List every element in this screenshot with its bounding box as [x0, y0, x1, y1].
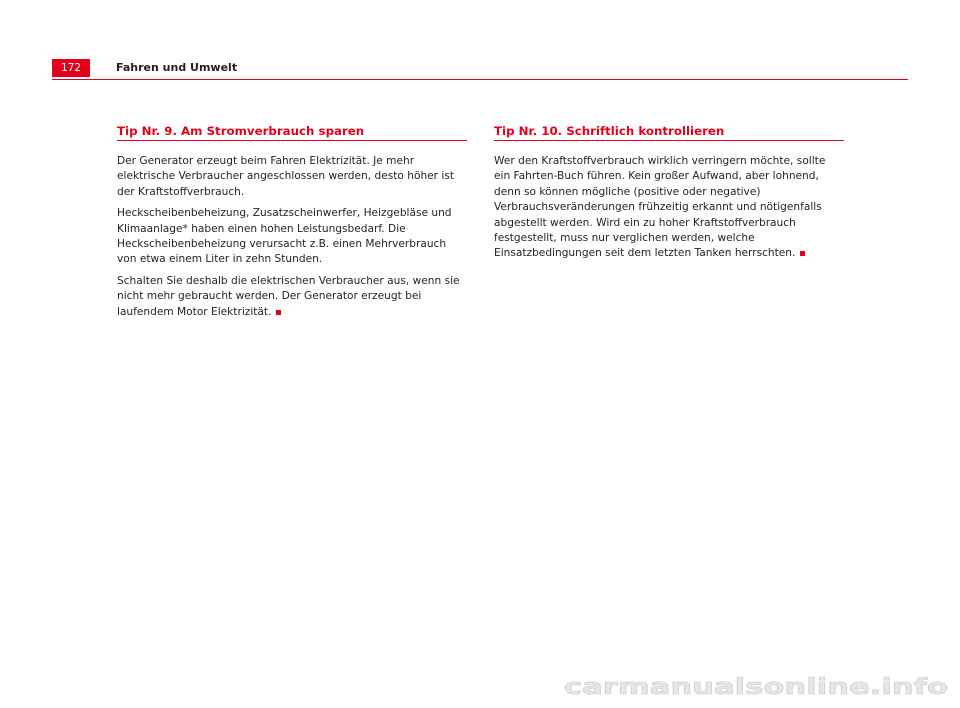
- tip-9-paragraph: Heckscheibenbeheizung, Zusatzscheinwerfer, Heizgebläse und Klimaanlage* haben einen hohen Leistungsbedarf. Die Heckscheibenbeheizung verursacht z.B. einen Mehrverbrauch von etwa einem Liter in zehn Stunden.: [117, 207, 452, 266]
- watermark-text: carmanualsonline.info: [564, 675, 948, 699]
- tip-9-heading: Tip Nr. 9. Am Stromverbrauch sparen: [117, 124, 467, 141]
- page-number: 172: [52, 59, 90, 77]
- tip-10-heading: Tip Nr. 10. Schriftlich kontrollieren: [494, 124, 844, 141]
- end-of-section-marker-icon: [800, 251, 805, 256]
- tip-9-section: [117, 124, 467, 326]
- page-header: [52, 59, 908, 80]
- tip-9-paragraph: Der Generator erzeugt beim Fahren Elektrizität. Je mehr elektrische Verbraucher angeschlossen werden, desto höher ist der Kraftstoffverbrauch.: [117, 155, 455, 198]
- watermark-logo: [560, 673, 950, 699]
- section-title: Fahren und Umwelt: [116, 61, 238, 74]
- tip-10-section: [494, 124, 844, 268]
- end-of-section-marker-icon: [276, 310, 281, 315]
- tip-10-paragraph: Wer den Kraftstoffverbrauch wirklich verringern möchte, sollte ein Fahrten-Buch führen. Kein großer Aufwand, aber lohnend, denn so können mögliche (positive oder negative) Verbrauchsveränderungen frühzeitig erkannt und nötigenfalls abgestellt werden. Wird ein zu hoher Kraftstoffverbrauch festgestellt, muss nur verglichen werden, welche Einsatzbedingungen seit dem letzten Tanken herrschten.: [494, 155, 826, 260]
- tip-9-paragraph: Schalten Sie deshalb die elektrischen Verbraucher aus, wenn sie nicht mehr gebraucht werden. Der Generator erzeugt bei laufendem Motor Elektrizität.: [117, 274, 460, 318]
